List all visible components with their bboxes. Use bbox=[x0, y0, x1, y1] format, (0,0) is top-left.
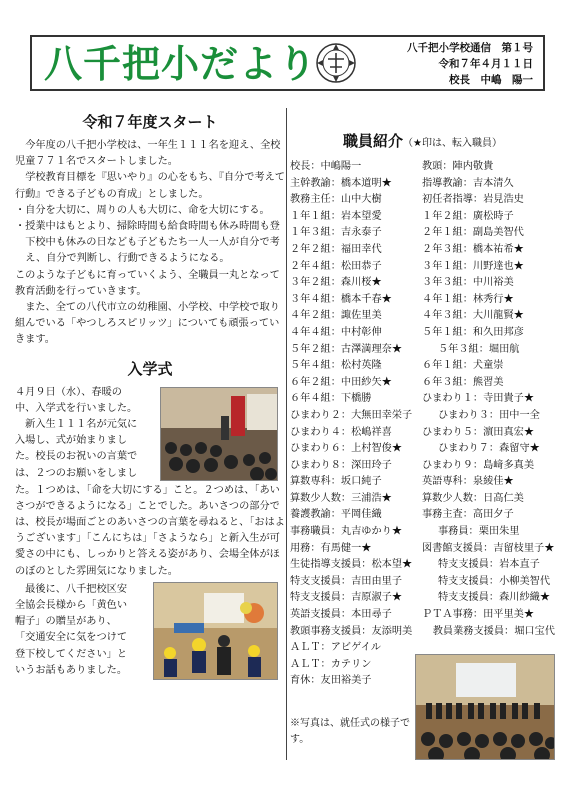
staff-entry: 特支支援員：小柳美智代 bbox=[438, 575, 551, 587]
staff-entry: １年２組：廣松時子 bbox=[422, 210, 514, 222]
staff-row bbox=[290, 259, 555, 276]
staff-entry: ２年４組：松田恭子 bbox=[290, 260, 382, 272]
right-column bbox=[290, 110, 555, 690]
staff-entry: 事務主査：高田夕子 bbox=[422, 509, 514, 521]
staff-entry: 養護教諭：平岡佳織 bbox=[290, 509, 382, 521]
staff-row bbox=[290, 325, 555, 342]
issue-date: 令和７年４月１１日 bbox=[438, 58, 533, 70]
staff-entry: ６年１組：犬童崇 bbox=[422, 360, 504, 372]
staff-entry: ４年３組：大川龍賢★ bbox=[422, 310, 524, 322]
newsletter-title: 八千把小だより bbox=[44, 42, 318, 86]
staff-entry: 教頭：陣内敬貴 bbox=[422, 161, 494, 172]
staff-row bbox=[290, 308, 555, 325]
staff-row bbox=[290, 209, 555, 226]
staff-entry: ３年４組：橋本千春★ bbox=[290, 293, 392, 305]
staff-entry: ３年１組：川野達也★ bbox=[422, 260, 524, 272]
staff-entry: 特支支援員：吉田由里子 bbox=[290, 575, 403, 587]
staff-entry: 事務職員：丸吉ゆかり★ bbox=[290, 526, 403, 538]
staff-entry: ２年１組：副島美智代 bbox=[422, 227, 524, 239]
staff-row bbox=[290, 607, 555, 624]
staff-row bbox=[290, 358, 555, 375]
staff-entry: 校長：中嶋陽一 bbox=[290, 161, 362, 172]
article1-bullet-2: ・授業中はもとより、掃除時間も給食時間も休み時間も登下校中も休みの日なども子どもたち一人一人が自分で考え、自分で判断し、行動できるようになる。 bbox=[15, 221, 280, 265]
staff-entry: 算数少人数：日高仁美 bbox=[422, 492, 524, 504]
staff-row bbox=[290, 408, 555, 425]
article1-title: 令和７年度スタート bbox=[82, 113, 218, 131]
staff-entry: ６年３組：熊習美 bbox=[422, 376, 504, 388]
column-divider bbox=[286, 108, 287, 760]
staff-entry: 事務員：栗田朱里 bbox=[438, 526, 520, 538]
staff-entry: ひまわり７：森留守★ bbox=[438, 443, 540, 455]
staff-entry: ひまわり２：大無田幸栄子 bbox=[290, 409, 413, 421]
staff-entry: 特支支援員：森川紗織★ bbox=[438, 592, 551, 604]
staff-row bbox=[290, 474, 555, 491]
staff-row bbox=[290, 242, 555, 259]
staff-entry: 図書館支援員：吉留枝里子★ bbox=[422, 542, 555, 554]
entrance-ceremony-photo bbox=[160, 387, 278, 481]
staff-row bbox=[290, 176, 555, 193]
staff-entry: ひまわり３：田中一全 bbox=[438, 409, 540, 421]
staff-section-title: 職員紹介（★印は、転入職員） bbox=[343, 132, 502, 150]
left-column bbox=[15, 110, 285, 682]
staff-entry: ３年２組：森川桜★ bbox=[290, 277, 382, 289]
staff-row bbox=[290, 491, 555, 508]
staff-entry: 教頭事務支援員：友添明美 bbox=[290, 625, 413, 637]
staff-row bbox=[290, 425, 555, 442]
principal-name: 校長 中嶋 陽一 bbox=[449, 74, 533, 86]
staff-entry: １年３組：吉永泰子 bbox=[290, 227, 382, 239]
staff-entry: 教務主任：山中大樹 bbox=[290, 194, 382, 206]
staff-row bbox=[290, 524, 555, 541]
article1-paragraph-1: 今年度の八千把小学校は、一年生１１１名を迎え、全校児童７７１名でスタートしました。 bbox=[15, 140, 281, 168]
staff-entry: ５年１組：和久田邦彦 bbox=[422, 326, 524, 338]
staff-entry: 特支支援員：岩本直子 bbox=[438, 559, 540, 571]
staff-row bbox=[290, 275, 555, 292]
photo-caption: ※写真は、就任式の様子です。 bbox=[290, 718, 410, 745]
article1-paragraph-3: このような子どもに育っていくよう、全職員一丸となって教育活動を行っていきます。 bbox=[15, 269, 280, 297]
staff-row: ＡＬＴ：アビゲイル bbox=[290, 642, 381, 654]
staff-entry: １年１組：岩本望愛 bbox=[290, 210, 382, 222]
staff-row bbox=[290, 192, 555, 209]
staff-note: （★印は、転入職員） bbox=[403, 138, 502, 149]
staff-entry: ひまわり４：松嶋祥喜 bbox=[290, 426, 392, 438]
staff-entry: ひまわり９：島﨑多真美 bbox=[422, 459, 535, 471]
ceremony-block-bottom bbox=[15, 582, 285, 682]
staff-entry: 算数専科：坂口純子 bbox=[290, 476, 382, 488]
staff-entry: ひまわり６：上村智俊★ bbox=[290, 443, 403, 455]
staff-row bbox=[290, 292, 555, 309]
staff-row bbox=[290, 507, 555, 524]
staff-entry: 英語専科：泉綾佳★ bbox=[422, 476, 514, 488]
staff-row bbox=[290, 375, 555, 392]
article2-title: 入学式 bbox=[127, 359, 173, 378]
staff-row bbox=[290, 441, 555, 458]
article1-paragraph-4: また、全ての八代市立の幼稚園、小学校、中学校で取り組んでいる「やつしろスピリッツ」についても頑張っていきます。 bbox=[15, 302, 280, 346]
staff-row bbox=[290, 342, 555, 359]
ceremony-text-c: 最後に、八千把校区安 全協会長様から「黄色い 帽子」の贈呈があり、 「交通安全に気をつけて 登下校してください」と いうお話もありました。 bbox=[15, 583, 128, 676]
staff-row bbox=[290, 574, 555, 591]
staff-entry: ４年４組：中村彰伸 bbox=[290, 326, 382, 338]
staff-entry: 教員業務支援員：堀口宝代 bbox=[432, 625, 555, 637]
staff-row bbox=[290, 159, 555, 176]
header-info bbox=[407, 40, 533, 88]
staff-entry: ４年１組：林秀行★ bbox=[422, 293, 514, 305]
staff-entry: 英語支援員：本田尋子 bbox=[290, 609, 392, 621]
ceremony-block-top bbox=[15, 385, 285, 483]
staff-entry: 指導教諭：吉本清久 bbox=[422, 177, 514, 189]
yellow-hat-presentation-photo bbox=[153, 582, 278, 680]
staff-entry: ひまわり１：寺田貴子★ bbox=[422, 393, 535, 405]
ceremony-text-b: た。１つめは、「命を大切にする」こと。２つめは、「あいさつができるようになる」ことでした。あいさつの部分では、校長が場面ごとのあいさつの言葉を尋ねると、「おはようございます」「こんにちは」「さようなら」と新入生が可愛さの中にも、しっかりと答える姿があり、会場全体がほのぼのとした雰囲気になりました。 bbox=[15, 484, 285, 577]
staff-entry: ５年３組：堀田航 bbox=[438, 343, 520, 355]
staff-entry: ３年３組：中川裕美 bbox=[422, 277, 514, 289]
staff-entry: 用務：有馬健一★ bbox=[290, 542, 372, 554]
staff-entry: ＰＴＡ事務：田平里美★ bbox=[422, 609, 535, 621]
staff-entry: ６年４組：下橋勝 bbox=[290, 393, 372, 405]
inauguration-ceremony-photo bbox=[415, 654, 555, 760]
staff-row bbox=[290, 557, 555, 574]
school-emblem-icon bbox=[314, 41, 358, 85]
staff-list bbox=[290, 159, 555, 690]
article1-bullet-1: ・自分を大切に、周りの人も大切に、命を大切にする。 bbox=[15, 204, 270, 216]
staff-entry: 算数少人数：三浦浩★ bbox=[290, 492, 392, 504]
staff-row bbox=[290, 225, 555, 242]
staff-row bbox=[290, 391, 555, 408]
staff-entry: ２年２組：福田幸代 bbox=[290, 243, 382, 255]
article1-paragraph-2: 学校教育目標を『思いやり』の心をもち、『自分で考えて行動』できる子どもの育成」としました。 bbox=[15, 172, 285, 200]
ceremony-text-a: ４月９日（水）、春暖の 中、入学式を行いました。 新入生１１１名が元気に 入場し、式が始まりまし た。校長のお祝いの言葉で は、２つのお願いをしまし bbox=[15, 386, 138, 479]
staff-entry: ひまわり８：深田玲子 bbox=[290, 459, 392, 471]
staff-row bbox=[290, 458, 555, 475]
staff-entry: ６年２組：中田紗矢★ bbox=[290, 376, 392, 388]
staff-entry: 初任者指導：岩見浩史 bbox=[422, 194, 524, 206]
staff-entry: 主幹教諭：橋本道明★ bbox=[290, 177, 392, 189]
staff-entry: ひまわり５：濵田真宏★ bbox=[422, 426, 535, 438]
staff-entry: 特支支援員：吉原淑子★ bbox=[290, 592, 403, 604]
staff-entry: ５年２組：古澤満理奈★ bbox=[290, 343, 403, 355]
newsletter-number: 八千把小学校通信 第１号 bbox=[407, 42, 533, 54]
staff-entry: ２年３組：橋本祐希★ bbox=[422, 243, 524, 255]
staff-entry: ４年２組：諏佐里美 bbox=[290, 310, 382, 322]
staff-entry: ５年４組：松村英隆 bbox=[290, 360, 382, 372]
staff-row: ＡＬＴ：カテリン bbox=[290, 658, 372, 670]
staff-row bbox=[290, 541, 555, 558]
staff-row bbox=[290, 624, 555, 641]
staff-row: 育休：友田裕美子 bbox=[290, 675, 372, 687]
staff-entry: 生徒指導支援員：松本望★ bbox=[290, 559, 413, 571]
masthead bbox=[30, 35, 545, 91]
staff-row bbox=[290, 590, 555, 607]
